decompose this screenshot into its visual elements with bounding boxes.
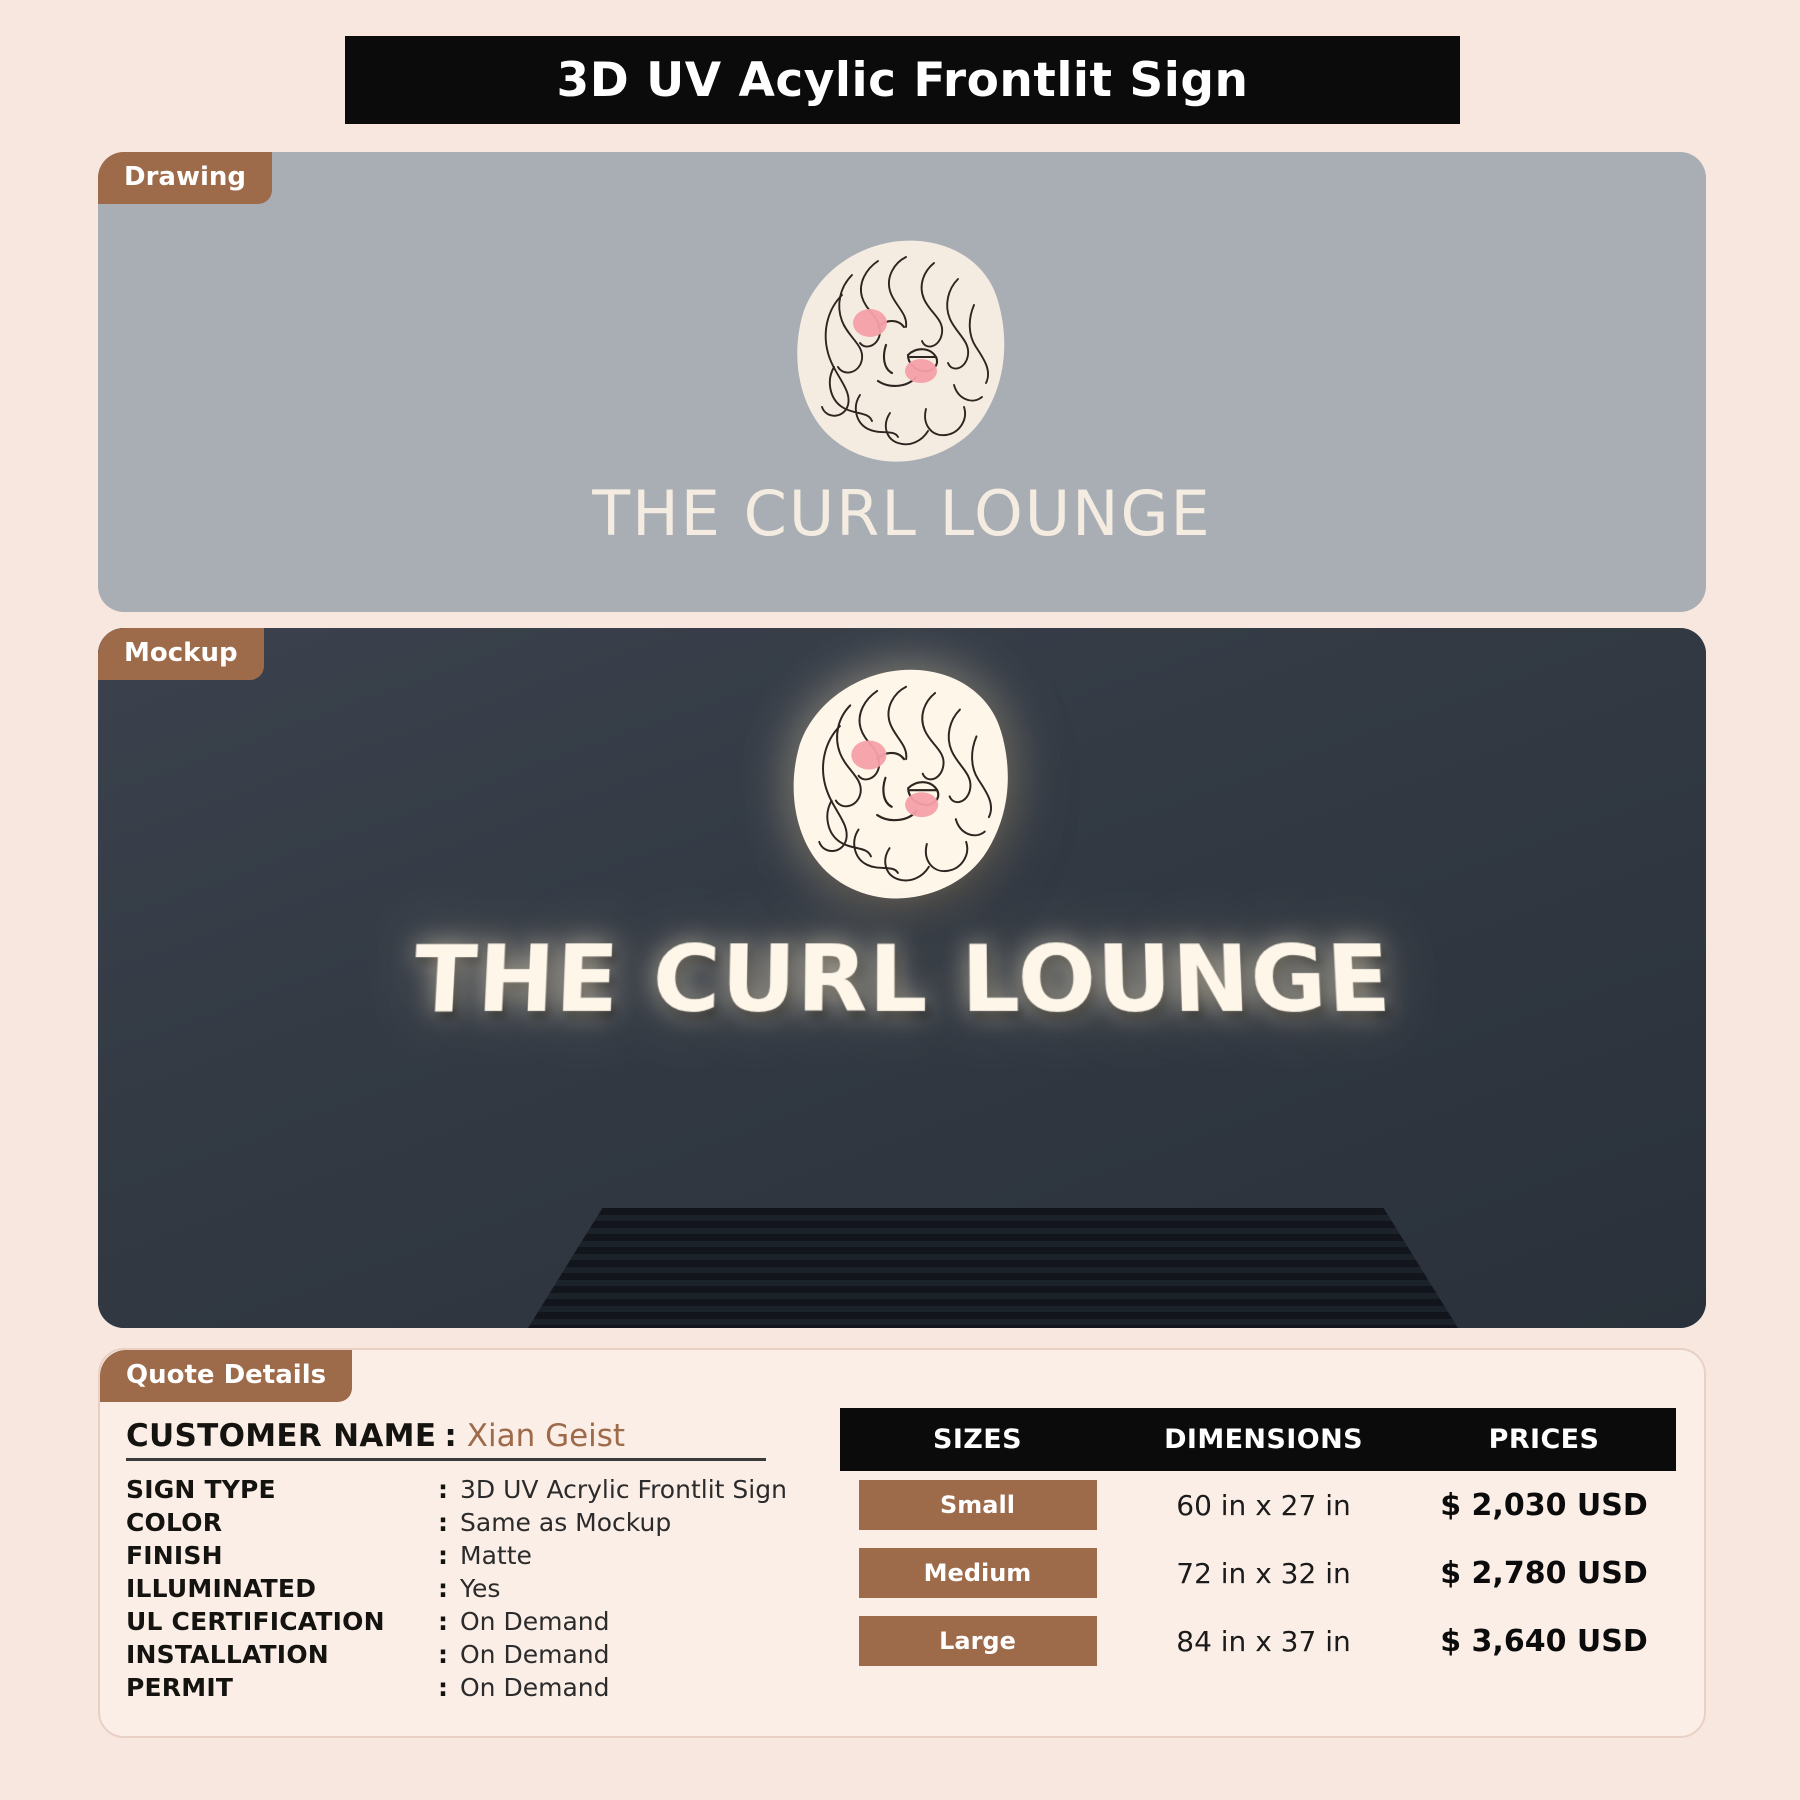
- drawing-panel: [98, 152, 1706, 612]
- mockup-sign: [98, 664, 1706, 1033]
- price-header-sizes: SIZES: [840, 1408, 1115, 1471]
- spec-colon: :: [438, 1640, 448, 1669]
- dimensions-cell: 84 in x 37 in: [1176, 1624, 1351, 1658]
- mockup-awning: [528, 1208, 1458, 1328]
- spec-key: PERMIT: [126, 1673, 234, 1702]
- customer-name-label: CUSTOMER NAME: [126, 1418, 437, 1454]
- quote-details-panel: [98, 1348, 1706, 1738]
- table-row: [126, 1473, 787, 1506]
- drawing-content: [98, 152, 1706, 612]
- spec-key: FINISH: [126, 1541, 223, 1570]
- size-badge-medium: Medium: [859, 1548, 1097, 1598]
- spec-colon: :: [438, 1574, 448, 1603]
- mockup-panel-tab: Mockup: [98, 628, 264, 680]
- spec-value: Matte: [460, 1541, 532, 1570]
- spec-key: INSTALLATION: [126, 1640, 329, 1669]
- customer-name-row: [126, 1418, 766, 1461]
- size-badge-large: Large: [859, 1616, 1097, 1666]
- price-table-header-row: [840, 1408, 1676, 1471]
- curly-face-logo-icon: [777, 664, 1027, 904]
- spec-colon: :: [438, 1475, 448, 1504]
- spec-key: ILLUMINATED: [126, 1574, 317, 1603]
- spec-value: On Demand: [460, 1607, 610, 1636]
- spec-value: On Demand: [460, 1640, 610, 1669]
- curly-face-logo-icon: [782, 235, 1022, 467]
- spec-key: UL CERTIFICATION: [126, 1607, 385, 1636]
- price-table: [840, 1408, 1676, 1675]
- spec-key: SIGN TYPE: [126, 1475, 276, 1504]
- size-cell: [840, 1539, 1115, 1607]
- table-row: [126, 1506, 787, 1539]
- page-title-banner: [345, 36, 1460, 124]
- table-row: [126, 1539, 787, 1572]
- customer-name-colon: :: [444, 1418, 457, 1454]
- spec-value: Same as Mockup: [460, 1508, 672, 1537]
- spec-table: [126, 1473, 787, 1704]
- spec-key: COLOR: [126, 1508, 223, 1537]
- dimensions-cell: 60 in x 27 in: [1176, 1488, 1351, 1522]
- size-cell: [840, 1471, 1115, 1539]
- spec-colon: :: [438, 1673, 448, 1702]
- table-row: [840, 1607, 1676, 1675]
- quote-details-tab: Quote Details: [100, 1350, 352, 1402]
- price-cell: $ 2,780 USD: [1440, 1555, 1648, 1591]
- size-badge-small: Small: [859, 1480, 1097, 1530]
- spec-colon: :: [438, 1508, 448, 1537]
- table-row: [126, 1671, 787, 1704]
- drawing-logo-text: THE CURL LOUNGE: [592, 476, 1212, 550]
- customer-name-value: Xian Geist: [466, 1418, 626, 1454]
- quote-body: [100, 1408, 1704, 1736]
- pricing-section: [840, 1408, 1704, 1736]
- spec-value: Yes: [460, 1574, 501, 1603]
- table-row: [126, 1605, 787, 1638]
- table-row: [126, 1572, 787, 1605]
- price-header-dimensions: DIMENSIONS: [1115, 1408, 1412, 1471]
- price-header-prices: PRICES: [1412, 1408, 1676, 1471]
- page-title: 3D UV Acylic Frontlit Sign: [556, 52, 1249, 108]
- spec-value: 3D UV Acrylic Frontlit Sign: [460, 1475, 787, 1504]
- drawing-panel-tab: Drawing: [98, 152, 272, 204]
- quote-specs: [100, 1408, 840, 1736]
- spec-colon: :: [438, 1541, 448, 1570]
- dimensions-cell: 72 in x 32 in: [1176, 1556, 1351, 1590]
- price-cell: $ 3,640 USD: [1440, 1623, 1648, 1659]
- table-row: [840, 1471, 1676, 1539]
- mockup-logo-text: THE CURL LOUNGE: [410, 926, 1394, 1034]
- mockup-panel: [98, 628, 1706, 1328]
- table-row: [840, 1539, 1676, 1607]
- table-row: [126, 1638, 787, 1671]
- spec-colon: :: [438, 1607, 448, 1636]
- size-cell: [840, 1607, 1115, 1675]
- spec-value: On Demand: [460, 1673, 610, 1702]
- price-cell: $ 2,030 USD: [1440, 1487, 1648, 1523]
